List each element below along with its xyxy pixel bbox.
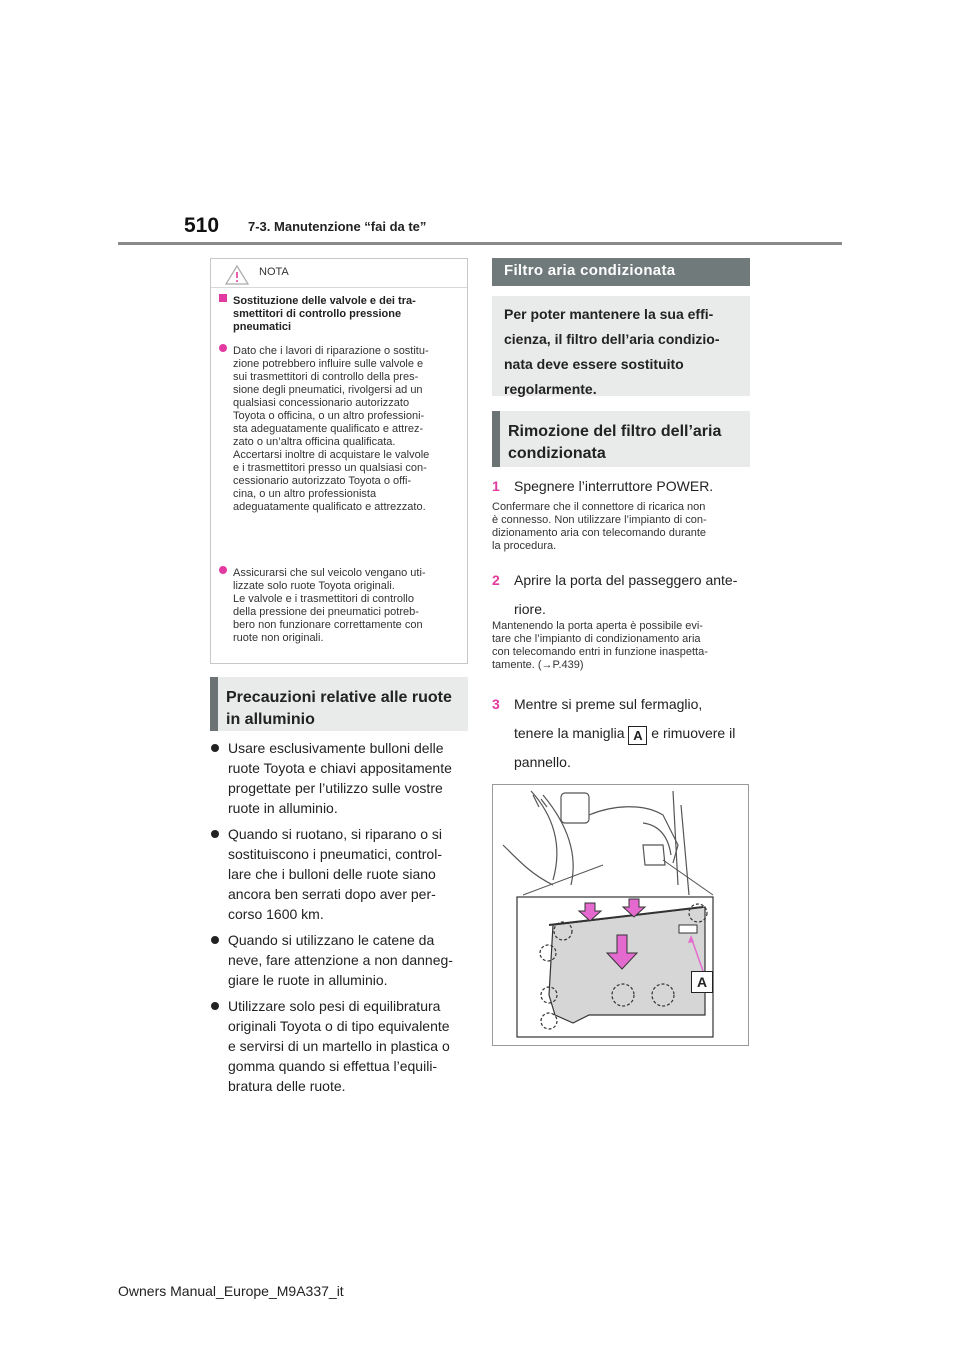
step-1-note: Confermare che il connettore di ricarica non è connesso. Non utilizzare l’impianto di con- dizionamento aria con telecomando durante la procedura. [492, 501, 707, 552]
header-rule [118, 242, 842, 245]
nota-header [211, 259, 467, 287]
nota-label: NOTA [259, 266, 289, 278]
nota-heading: Sostituzione delle valvole e dei tra- smettitori di controllo pressione pneumatici [219, 293, 459, 334]
step-2 [492, 568, 754, 624]
glovebox-figure [492, 784, 749, 1046]
page-number: 510 [184, 214, 220, 237]
figure-label-a: A [691, 971, 713, 993]
step-number: 3 [492, 696, 500, 712]
list-item: Usare esclusivamente bulloni delle ruote Toyota e chiavi appositamente progettate per l’utilizzo sulle vostre ruote in alluminio. [210, 738, 472, 818]
step-number: 1 [492, 478, 500, 494]
glovebox-illustration [493, 785, 748, 1045]
alloy-bullet-list [210, 738, 472, 1102]
bullet-dot-icon [219, 566, 227, 574]
step-number: 2 [492, 572, 500, 588]
nota-item: Dato che i lavori di riparazione o sostitu- zione potrebbero influire sulle valvole e sui trasmettitori di controllo della pres- sione degli pneumatici, rivolgersi ad un qualsiasi concessionario autorizzato Toyota o officina, o un altro professioni- sta adeguatamente qualificato e attrez- zato o un’altra officina qualificata. Accertarsi inoltre di acquistare le valvole e i trasmettitori presso un qualsiasi con- cessionario autorizzato Toyota o offi- cina, o un altro professionista adeguatamente qualificato e attrezzato. [219, 343, 463, 514]
warning-icon [225, 265, 249, 285]
step-text: Mentre si preme sul fermaglio, tenere la maniglia A e rimuovere il pannello. [514, 696, 736, 770]
bullet-dot-icon [219, 344, 227, 352]
footer: Owners Manual_Europe_M9A337_it [118, 1283, 344, 1299]
step-2-note: Mantenendo la porta aperta è possibile evi- tare che l’impianto di condizionamento aria con telecomando entri in funzione inaspetta- tamente. (→P.439) [492, 620, 708, 671]
step-3 [492, 692, 754, 777]
step-text: Spegnere l’interruttore POWER. [514, 478, 714, 494]
filter-title-bar [492, 258, 750, 286]
list-item: Quando si ruotano, si riparano o si sostituiscono i pneumatici, control- lare che i bulloni delle ruote siano ancora ben serrati dopo aver per- corso 1600 km. [210, 824, 472, 924]
filter-title: Filtro aria condizionata [504, 262, 676, 279]
step-text: Aprire la porta del passeggero ante- riore. [514, 572, 738, 617]
nota-divider [211, 287, 467, 288]
square-bullet-icon [219, 294, 227, 302]
nota-box [210, 258, 468, 664]
filter-intro: Per poter mantenere la sua effi- cienza, il filtro dell’aria condizio- nata deve essere sostituito regolarmente. [492, 296, 750, 396]
list-item: Quando si utilizzano le catene da neve, fare attenzione a non danneg- giare le ruote in alluminio. [210, 930, 472, 990]
section-title: 7-3. Manutenzione “fai da te” [248, 219, 427, 234]
list-item: Utilizzare solo pesi di equilibratura originali Toyota o di tipo equivalente e servirsi di un martello in plastica o gomma quando si effettua l’equili- bratura delle ruote. [210, 996, 472, 1096]
removal-heading: Rimozione del filtro dell’aria condizionata [492, 411, 750, 467]
step-1 [492, 474, 754, 498]
label-a: A [628, 726, 647, 745]
alloy-heading: Precauzioni relative alle ruote in alluminio [210, 677, 468, 731]
nota-item: Assicurarsi che sul veicolo vengano uti- lizzate solo ruote Toyota originali. Le valvole e i trasmettitori di controllo della pressione dei pneumatici potreb- bero non funzionare correttamente con ruote non originali. [219, 565, 463, 645]
